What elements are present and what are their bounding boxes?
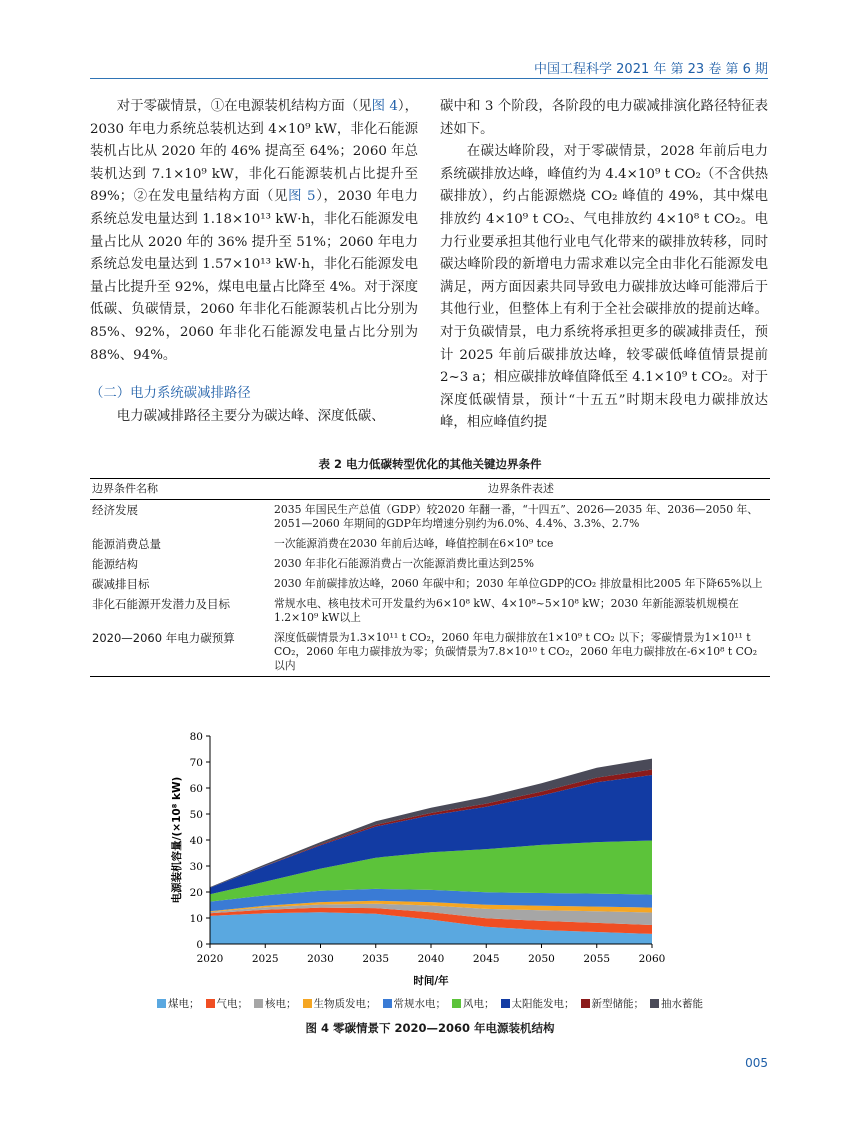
table-header-row <box>90 479 770 500</box>
row-name: 碳减排目标 <box>92 577 150 591</box>
y-tick-label: 60 <box>189 783 203 795</box>
legend-item <box>581 996 645 1011</box>
table-row <box>90 628 770 677</box>
right-column <box>440 96 768 435</box>
table-row <box>90 574 770 594</box>
row-desc: 2035 年国民生产总值（GDP）较2020 年翻一番，“十四五”、2026—2035 年、2036—2050 年、2051—2060 年期间的GDP年均增速分别约为6.0%、4.4%、3.3%、2.7% <box>274 503 759 530</box>
figure-caption: 图 4 零碳情景下 2020—2060 年电源装机结构 <box>305 1021 555 1035</box>
y-tick-label: 40 <box>189 835 203 847</box>
legend-label: 气电； <box>216 998 248 1010</box>
page-number: 005 <box>745 1056 768 1070</box>
legend-swatch <box>157 999 166 1008</box>
x-tick-label: 2030 <box>307 953 334 965</box>
right-paragraph-2: 在碳达峰阶段，对于零碳情景，2028 年前后电力系统碳排放达峰，峰值约为 4.4×10⁹ t CO₂（不含供热碳排放），约占能源燃烧 CO₂ 峰值的 49%，其中煤电排放约 4×10⁹ t CO₂、气电排放约 4×10⁸ t CO₂。电力行业要承担其他行业电气化带来的碳排放转移，同时碳达峰阶段的新增电力需求难以完全由非化石能源发电满足，两方面因素共同导致电力碳排放达峰可能滞后于其他行业，但整体上有利于全社会碳排放的提前达峰。对于负碳情景，电力系统将承担更多的碳减排责任，预计 2025 年前后碳排放达峰，较零碳低峰值情景提前 2~3 a；相应碳排放峰值降低至 4.1×10⁹ t CO₂。对于深度低碳情景，预计“十五五”时期末段电力碳排放达峰，相应峰值约提 <box>440 144 768 431</box>
legend-swatch <box>501 999 510 1008</box>
table-row <box>90 554 770 574</box>
section-heading: （二）电力系统碳减排路径 <box>90 386 251 402</box>
column-header: 边界条件表述 <box>272 479 770 500</box>
legend-item <box>650 996 703 1011</box>
chart-legend <box>120 996 740 1011</box>
legend-label: 生物质发电； <box>313 998 377 1010</box>
row-name: 非化石能源开发潜力及目标 <box>92 597 230 611</box>
legend-swatch <box>452 999 461 1008</box>
row-desc: 2030 年前碳排放达峰，2060 年碳中和；2030 年单位GDP的CO₂ 排放量相比2005 年下降65%以上 <box>274 577 763 590</box>
x-axis-label: 时间/年 <box>413 975 449 987</box>
legend-swatch <box>206 999 215 1008</box>
legend-swatch <box>581 999 590 1008</box>
y-axis-label: 电源装机容量/(×10⁸ kW) <box>171 776 183 904</box>
y-tick-label: 10 <box>189 913 203 925</box>
legend-label: 抽水蓄能 <box>661 998 703 1010</box>
text-run: ），2030 年电力系统总装机达到 4×10⁹ kW，非化石能源装机占比从 2020 年的 46% 提高至 64%；2060 年总装机达到 7.1×10⁹ kW，非化石能源装机占比提升至 89%；②在发电量结构方面（见 <box>90 99 419 205</box>
legend-label: 太阳能发电； <box>511 998 575 1010</box>
legend-label: 新型储能； <box>591 998 644 1010</box>
row-name: 经济发展 <box>92 503 138 517</box>
row-name: 能源结构 <box>92 557 138 571</box>
legend-label: 风电； <box>463 998 495 1010</box>
journal-header <box>90 58 768 79</box>
legend-item <box>157 996 200 1011</box>
left-paragraph-1 <box>90 96 418 367</box>
y-tick-label: 70 <box>189 757 203 769</box>
stacked-area-chart <box>120 728 740 993</box>
row-desc: 一次能源消费在2030 年前后达峰，峰值控制在6×10⁹ tce <box>274 537 554 550</box>
legend-item <box>383 996 447 1011</box>
legend-label: 常规水电； <box>393 998 446 1010</box>
y-tick-label: 20 <box>189 887 203 899</box>
row-name: 2020—2060 年电力碳预算 <box>90 628 272 677</box>
table-row <box>90 534 770 554</box>
x-tick-label: 2060 <box>638 953 666 965</box>
row-desc: 深度低碳情景为1.3×10¹¹ t CO₂，2060 年电力碳排放在1×10⁹ t CO₂ 以下；零碳情景为1×10¹¹ t CO₂，2060 年电力碳排放为零；负碳情景为7.8×10¹⁰ t CO₂，2060 年电力碳排放在-6×10⁸ t CO₂ 以内 <box>272 628 770 677</box>
x-tick-label: 2040 <box>417 953 445 965</box>
boundary-conditions-table <box>90 456 770 677</box>
table-caption: 表 2 电力低碳转型优化的其他关键边界条件 <box>318 457 542 471</box>
legend-item <box>206 996 249 1011</box>
right-paragraph-1: 碳中和 3 个阶段，各阶段的电力碳减排演化路径特征表述如下。 <box>440 99 768 137</box>
text-run: 对于零碳情景，①在电源装机结构方面（见 <box>116 99 372 114</box>
x-tick-label: 2045 <box>472 953 500 965</box>
legend-swatch <box>650 999 659 1008</box>
y-tick-label: 30 <box>189 861 203 873</box>
x-tick-label: 2025 <box>251 953 279 965</box>
table-row <box>90 500 770 535</box>
y-tick-label: 80 <box>189 731 203 743</box>
x-tick-label: 2050 <box>528 953 555 965</box>
legend-swatch <box>383 999 392 1008</box>
journal-info: 中国工程科学 2021 年 第 23 卷 第 6 期 <box>534 62 768 77</box>
legend-swatch <box>254 999 263 1008</box>
legend-item <box>303 996 377 1011</box>
x-tick-label: 2055 <box>583 953 611 965</box>
row-desc: 2030 年非化石能源消费占一次能源消费比重达到25% <box>274 557 535 570</box>
legend-item <box>452 996 495 1011</box>
legend-item <box>501 996 575 1011</box>
x-tick-label: 2035 <box>362 953 390 965</box>
left-paragraph-2: 电力碳减排路径主要分为碳达峰、深度低碳、 <box>116 408 385 424</box>
legend-item <box>254 996 297 1011</box>
y-tick-label: 50 <box>189 809 203 821</box>
figure-4-link[interactable]: 图 4 <box>371 99 398 114</box>
y-tick-label: 0 <box>196 939 203 951</box>
row-desc: 常规水电、核电技术可开发量约为6×10⁸ kW、4×10⁸~5×10⁸ kW；2030 年新能源装机规模在1.2×10⁹ kW以上 <box>274 597 739 624</box>
table <box>90 478 770 677</box>
x-tick-label: 2020 <box>196 953 224 965</box>
figure-5-link[interactable]: 图 5 <box>288 189 316 205</box>
row-name: 能源消费总量 <box>92 537 161 551</box>
legend-label: 煤电； <box>168 998 200 1010</box>
left-column <box>90 96 418 428</box>
text-run: ），2030 年电力系统总发电量达到 1.18×10¹³ kW·h，非化石能源发电量占比从 2020 年的 36% 提升至 51%；2060 年电力系统总发电量达到 1.57×10¹³ kW·h，非化石能源发电量占比提升至 92%，煤电电量占比降至 4%。对于深度低碳、负碳情景，2060 年非化石能源装机占比分别为 85%、92%，2060 年非化石能源发电量占比分别为 88%、94%。 <box>90 189 418 363</box>
figure-4 <box>120 728 740 1068</box>
table-row <box>90 594 770 628</box>
column-header: 边界条件名称 <box>90 479 272 500</box>
legend-label: 核电； <box>265 998 297 1010</box>
legend-swatch <box>303 999 312 1008</box>
